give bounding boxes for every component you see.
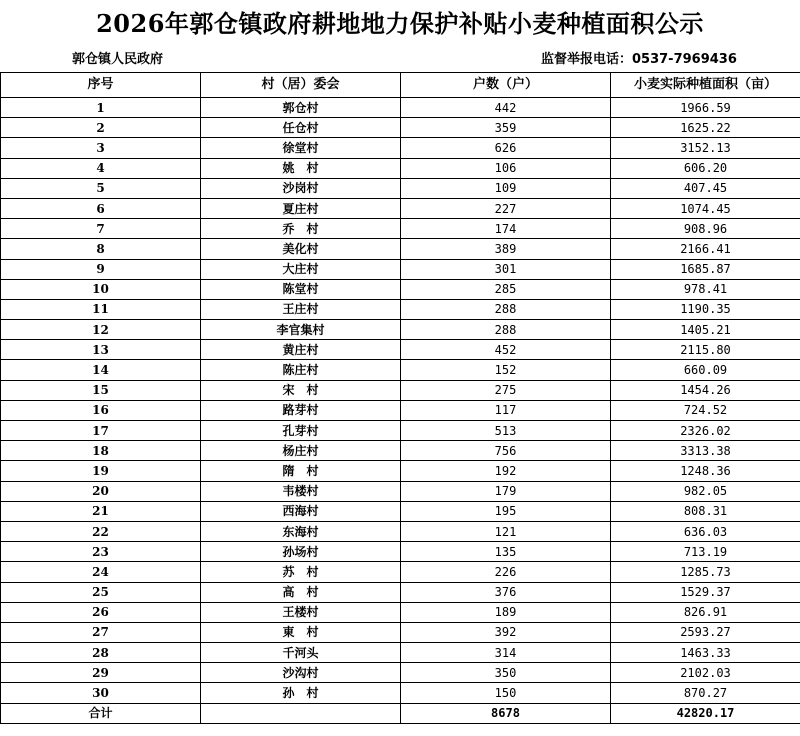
row-area: 1685.87 [611, 259, 800, 279]
row-seq: 28 [1, 643, 201, 663]
header-households: 户数（户） [401, 73, 611, 98]
row-seq: 6 [1, 198, 201, 218]
header-village: 村（居）委会 [201, 73, 401, 98]
row-seq: 2 [1, 118, 201, 138]
row-seq: 14 [1, 360, 201, 380]
row-households: 314 [401, 643, 611, 663]
row-village: 高 村 [201, 582, 401, 602]
row-area: 2115.80 [611, 340, 800, 360]
row-area: 3313.38 [611, 441, 800, 461]
row-seq: 23 [1, 542, 201, 562]
row-area: 660.09 [611, 360, 800, 380]
row-seq: 18 [1, 441, 201, 461]
row-village: 夏庄村 [201, 198, 401, 218]
table-body [1, 98, 800, 704]
table-row [1, 562, 800, 582]
row-households: 275 [401, 380, 611, 400]
row-area: 1625.22 [611, 118, 800, 138]
row-area: 870.27 [611, 683, 800, 703]
row-area: 1454.26 [611, 380, 800, 400]
row-village: 东海村 [201, 521, 401, 541]
row-village: 王楼村 [201, 602, 401, 622]
row-area: 1285.73 [611, 562, 800, 582]
row-area: 407.45 [611, 178, 800, 198]
row-households: 179 [401, 481, 611, 501]
row-area: 2593.27 [611, 622, 800, 642]
row-seq: 17 [1, 421, 201, 441]
row-area: 2326.02 [611, 421, 800, 441]
row-households: 389 [401, 239, 611, 259]
table-row [1, 98, 800, 118]
total-row [1, 703, 800, 723]
hotline-label: 监督举报电话：0537-7969436 [541, 52, 737, 67]
row-households: 285 [401, 279, 611, 299]
row-area: 713.19 [611, 542, 800, 562]
row-village: 陈堂村 [201, 279, 401, 299]
row-households: 106 [401, 158, 611, 178]
row-village: 孙场村 [201, 542, 401, 562]
row-village: 沙岗村 [201, 178, 401, 198]
table-row [1, 340, 800, 360]
row-village: 苏 村 [201, 562, 401, 582]
row-area: 982.05 [611, 481, 800, 501]
table-row [1, 582, 800, 602]
row-village: 東 村 [201, 622, 401, 642]
row-households: 150 [401, 683, 611, 703]
row-village: 黄庄村 [201, 340, 401, 360]
row-seq: 12 [1, 320, 201, 340]
table-row [1, 118, 800, 138]
row-seq: 7 [1, 219, 201, 239]
table-row [1, 602, 800, 622]
table-row [1, 360, 800, 380]
table-row [1, 643, 800, 663]
row-seq: 10 [1, 279, 201, 299]
row-area: 808.31 [611, 501, 800, 521]
row-village: 大庄村 [201, 259, 401, 279]
table-row [1, 279, 800, 299]
row-seq: 5 [1, 178, 201, 198]
row-village: 乔 村 [201, 219, 401, 239]
row-households: 513 [401, 421, 611, 441]
row-village: 王庄村 [201, 299, 401, 319]
table-row [1, 421, 800, 441]
row-households: 359 [401, 118, 611, 138]
row-households: 174 [401, 219, 611, 239]
total-households: 8678 [401, 703, 611, 723]
row-seq: 9 [1, 259, 201, 279]
row-seq: 24 [1, 562, 201, 582]
row-households: 226 [401, 562, 611, 582]
row-area: 826.91 [611, 602, 800, 622]
table-row [1, 683, 800, 703]
row-seq: 15 [1, 380, 201, 400]
row-seq: 4 [1, 158, 201, 178]
row-seq: 13 [1, 340, 201, 360]
row-households: 109 [401, 178, 611, 198]
table-row [1, 239, 800, 259]
row-area: 636.03 [611, 521, 800, 541]
row-seq: 22 [1, 521, 201, 541]
table-row [1, 481, 800, 501]
table-row [1, 400, 800, 420]
row-village: 千河头 [201, 643, 401, 663]
row-households: 350 [401, 663, 611, 683]
row-village: 美化村 [201, 239, 401, 259]
row-village: 任仓村 [201, 118, 401, 138]
meta-line [0, 44, 800, 68]
total-label: 合计 [1, 703, 201, 723]
table-row [1, 521, 800, 541]
row-households: 135 [401, 542, 611, 562]
row-seq: 8 [1, 239, 201, 259]
row-village: 孔芽村 [201, 421, 401, 441]
table-row [1, 198, 800, 218]
table-row [1, 441, 800, 461]
row-area: 2102.03 [611, 663, 800, 683]
row-village: 杨庄村 [201, 441, 401, 461]
row-village: 李官集村 [201, 320, 401, 340]
issuer-label: 郭仓镇人民政府 [72, 52, 164, 67]
row-village: 宋 村 [201, 380, 401, 400]
row-households: 152 [401, 360, 611, 380]
header-area: 小麦实际种植面积（亩） [611, 73, 800, 98]
total-area: 42820.17 [611, 703, 800, 723]
table-row [1, 663, 800, 683]
row-village: 沙沟村 [201, 663, 401, 683]
row-village: 孙 村 [201, 683, 401, 703]
row-seq: 29 [1, 663, 201, 683]
row-village: 路芽村 [201, 400, 401, 420]
table-row [1, 299, 800, 319]
row-seq: 16 [1, 400, 201, 420]
row-area: 1248.36 [611, 461, 800, 481]
row-area: 2166.41 [611, 239, 800, 259]
table-row [1, 622, 800, 642]
row-households: 117 [401, 400, 611, 420]
row-village: 姚 村 [201, 158, 401, 178]
table-header-row [1, 73, 800, 98]
row-area: 606.20 [611, 158, 800, 178]
subsidy-table [0, 72, 800, 724]
table-row [1, 320, 800, 340]
row-households: 756 [401, 441, 611, 461]
row-seq: 20 [1, 481, 201, 501]
row-seq: 19 [1, 461, 201, 481]
row-area: 978.41 [611, 279, 800, 299]
table-row [1, 259, 800, 279]
row-seq: 21 [1, 501, 201, 521]
table-row [1, 158, 800, 178]
row-households: 192 [401, 461, 611, 481]
table-row [1, 542, 800, 562]
row-households: 121 [401, 521, 611, 541]
row-village: 韦楼村 [201, 481, 401, 501]
row-households: 301 [401, 259, 611, 279]
row-area: 3152.13 [611, 138, 800, 158]
row-village: 隋 村 [201, 461, 401, 481]
row-seq: 26 [1, 602, 201, 622]
page-title: 2026年郭仓镇政府耕地地力保护补贴小麦种植面积公示 [96, 8, 704, 38]
row-village: 郭仓村 [201, 98, 401, 118]
row-households: 392 [401, 622, 611, 642]
row-households: 626 [401, 138, 611, 158]
row-seq: 25 [1, 582, 201, 602]
row-households: 376 [401, 582, 611, 602]
row-area: 1074.45 [611, 198, 800, 218]
row-seq: 30 [1, 683, 201, 703]
table-row [1, 219, 800, 239]
row-area: 1966.59 [611, 98, 800, 118]
row-households: 288 [401, 299, 611, 319]
row-households: 452 [401, 340, 611, 360]
row-households: 288 [401, 320, 611, 340]
row-seq: 27 [1, 622, 201, 642]
row-village: 徐堂村 [201, 138, 401, 158]
table-row [1, 380, 800, 400]
table-row [1, 501, 800, 521]
row-seq: 1 [1, 98, 201, 118]
row-households: 189 [401, 602, 611, 622]
row-households: 195 [401, 501, 611, 521]
row-seq: 3 [1, 138, 201, 158]
row-area: 908.96 [611, 219, 800, 239]
row-area: 1190.35 [611, 299, 800, 319]
row-area: 1529.37 [611, 582, 800, 602]
header-seq: 序号 [1, 73, 201, 98]
table-row [1, 178, 800, 198]
row-village: 陈庄村 [201, 360, 401, 380]
table-row [1, 461, 800, 481]
row-village: 西海村 [201, 501, 401, 521]
row-area: 724.52 [611, 400, 800, 420]
table-row [1, 138, 800, 158]
row-households: 227 [401, 198, 611, 218]
total-village-empty [201, 703, 401, 723]
row-area: 1463.33 [611, 643, 800, 663]
row-area: 1405.21 [611, 320, 800, 340]
row-seq: 11 [1, 299, 201, 319]
row-households: 442 [401, 98, 611, 118]
